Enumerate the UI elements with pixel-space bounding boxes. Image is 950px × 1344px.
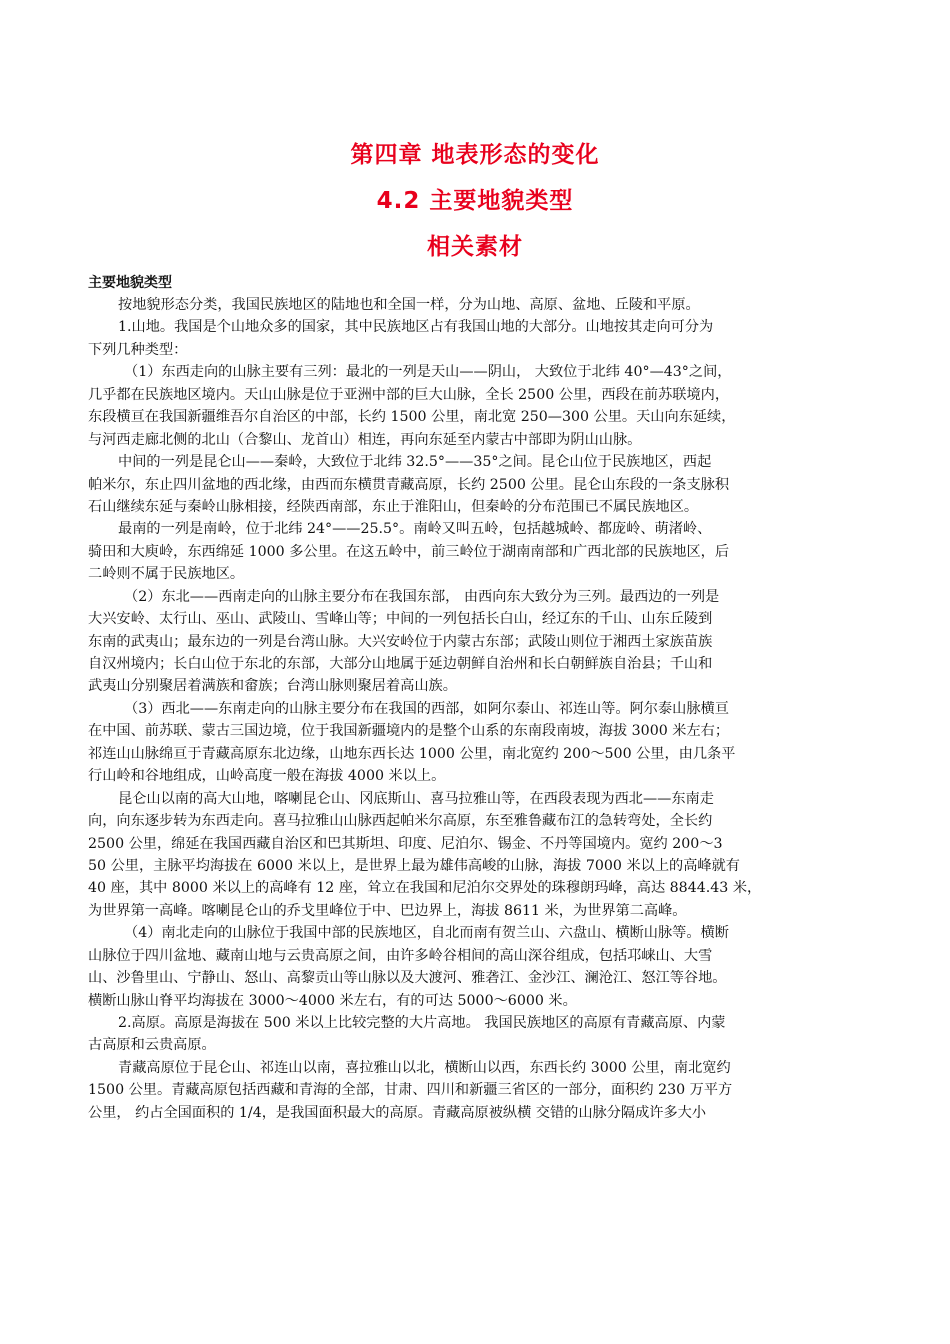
text-line: 二岭则不属于民族地区。	[88, 566, 245, 583]
section-heading: 主要地貌类型	[88, 275, 172, 291]
text-line: 石山继续东延与秦岭山脉相接，经陕西南部，东止于淮阳山，但秦岭的分布范围已不属民族地区。	[88, 498, 699, 515]
text-line: （2）东北——西南走向的山脉主要分布在我国东部， 由西向东大致分为三列。最西边的一列是	[124, 588, 720, 605]
text-line: 横断山脉山脊平均海拔在 3000～4000 米左右，有的可达 5000～6000 米。	[88, 992, 577, 1009]
text-line: 武夷山分别聚居着满族和畲族；台湾山脉则聚居着高山族。	[88, 678, 457, 695]
text-line: 青藏高原位于昆仑山、祁连山以南，喜拉雅山以北，横断山以西，东西长约 3000 公里，南北宽约	[118, 1059, 731, 1076]
text-line: 中间的一列是昆仑山——秦岭，大致位于北纬 32.5°——35°之间。昆仑山位于民族地区，西起	[118, 454, 712, 471]
text-line: 向，向东逐步转为东西走向。喜马拉雅山山脉西起帕米尔高原，东至雅鲁藏布江的急转弯处，全长约	[88, 813, 713, 830]
text-line: （4）南北走向的山脉位于我国中部的民族地区，自北而南有贺兰山、六盘山、横断山脉等。横断	[124, 925, 729, 942]
text-line: 几乎都在民族地区境内。天山山脉是位于亚洲中部的巨大山脉，全长 2500 公里，西段在前苏联境内，	[88, 386, 730, 403]
text-line: 下列几种类型：	[88, 341, 188, 358]
text-line: 2.高原。高原是海拔在 500 米以上比较完整的大片高地。 我国民族地区的高原有青藏高原、内蒙	[118, 1015, 726, 1031]
text-line: 昆仑山以南的高大山地，喀喇昆仑山、冈底斯山、喜马拉雅山等，在西段表现为西北——东南走	[118, 790, 714, 807]
text-line: 1.山地。我国是个山地众多的国家，其中民族地区占有我国山地的大部分。山地按其走向可分为	[118, 319, 714, 336]
text-line: 山、沙鲁里山、宁静山、怒山、高黎贡山等山脉以及大渡河、雅砻江、金沙江、澜沧江、怒江等谷地。	[88, 970, 727, 987]
text-line: 1500 公里。青藏高原包括西藏和青海的全部，甘肃、四川和新疆三省区的一部分，面积约 230 万平方	[88, 1082, 733, 1099]
text-line: 祁连山山脉绵亘于青藏高原东北边缘，山地东西长达 1000 公里，南北宽约 200～500 公里，由几条平	[88, 745, 736, 762]
text-line: 在中国、前苏联、蒙古三国边境，位于我国新疆境内的是整个山系的东南段南坡，海拔 3000 米左右；	[88, 723, 730, 740]
text-line: 骑田和大庾岭，东西绵延 1000 多公里。在这五岭中，前三岭位于湖南南部和广西北部的民族地区，后	[88, 543, 730, 560]
text-line: 与河西走廊北侧的北山（合黎山、龙首山）相连，再向东延至内蒙古中部即为阴山山脉。	[88, 431, 642, 448]
text-line: 东南的武夷山；最东边的一列是台湾山脉。大兴安岭位于内蒙古东部；武陵山则位于湘西土家族苗族	[88, 633, 713, 650]
text-line: 40 座，其中 8000 米以上的高峰有 12 座，耸立在我国和尼泊尔交界处的珠穆朗玛峰，高达 8844.43 米，	[88, 880, 762, 897]
text-line: 公里， 约占全国面积的 1/4，是我国面积最大的高原。青藏高原被纵横 交错的山脉分隔成许多大小	[88, 1104, 707, 1121]
text-line: 最南的一列是南岭，位于北纬 24°——25.5°。南岭又叫五岭，包括越城岭、都庞岭、萌渚岭、	[118, 521, 712, 538]
text-line: 古高原和云贵高原。	[88, 1037, 216, 1054]
body-text	[88, 272, 866, 1124]
text-line: （1）东西走向的山脉主要有三列：最北的一列是天山——阴山， 大致位于北纬 40°—43°之间，	[124, 364, 732, 381]
text-line: 山脉位于四川盆地、藏南山地与云贵高原之间，由许多岭谷相间的高山深谷组成，包括邛崃山、大雪	[88, 947, 713, 964]
text-line: 行山岭和谷地组成，山岭高度一般在海拔 4000 米以上。	[88, 768, 446, 785]
text-line: 为世界第一高峰。喀喇昆仑山的乔戈里峰位于中、巴边界上，海拔 8611 米，为世界第二高峰。	[88, 902, 687, 919]
paragraph-lines	[88, 294, 866, 1124]
section-title: 4.2 主要地貌类型	[376, 188, 574, 214]
title-block	[0, 132, 950, 270]
text-line: 50 公里，主脉平均海拔在 6000 米以上，是世界上最为雄伟高峻的山脉，海拔 7000 米以上的高峰就有	[88, 857, 740, 874]
text-line: 大兴安岭、太行山、巫山、武陵山、雪峰山等；中间的一列包括长白山，经辽东的千山、山东丘陵到	[88, 611, 713, 628]
text-line: （3）西北——东南走向的山脉主要分布在我国的西部，如阿尔泰山、祁连山等。阿尔泰山脉横亘	[124, 700, 729, 717]
text-line: 按地貌形态分类，我国民族地区的陆地也和全国一样，分为山地、高原、盆地、丘陵和平原。	[118, 297, 700, 313]
subtitle: 相关素材	[427, 234, 523, 260]
text-line: 帕米尔，东止四川盆地的西北缘，由西而东横贯青藏高原，长约 2500 公里。昆仑山东段的一条支脉积	[88, 476, 730, 493]
chapter-title: 第四章 地表形态的变化	[350, 142, 600, 168]
text-line: 2500 公里，绵延在我国西藏自治区和巴其斯坦、印度、尼泊尔、锡金、不丹等国境内。宽约 200～3	[88, 835, 723, 852]
text-line: 自汉州境内；长白山位于东北的东部，大部分山地属于延边朝鲜自治州和长白朝鲜族自治县；千山和	[88, 656, 713, 672]
text-line: 东段横亘在我国新疆维吾尔自治区的中部，长约 1500 公里，南北宽 250—300 公里。天山向东延续，	[88, 409, 736, 426]
